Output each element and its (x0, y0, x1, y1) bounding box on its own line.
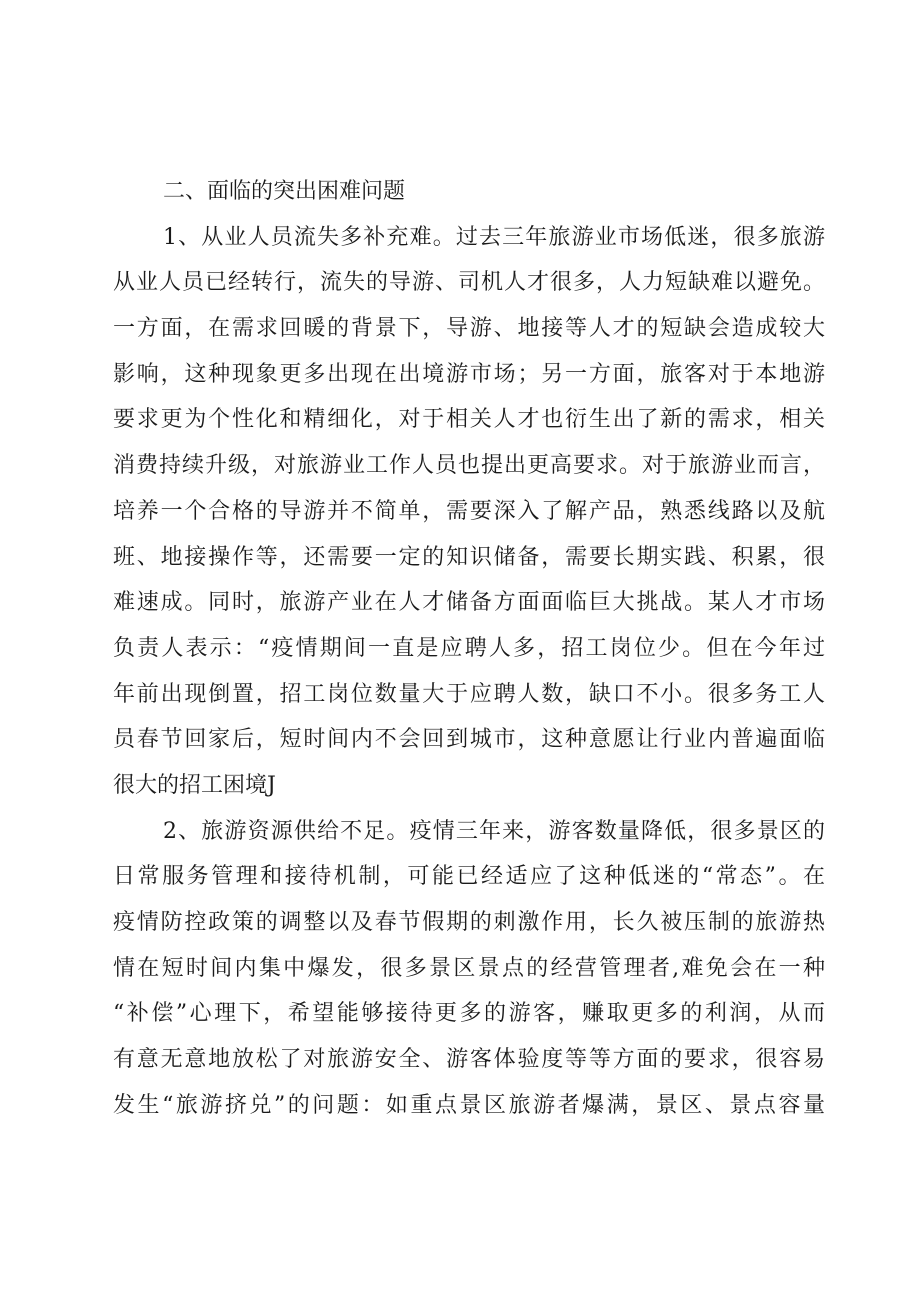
paragraph-line: 要求更为个性化和精细化，对于相关人才也衍生出了新的需求，相关 (113, 407, 825, 433)
paragraph-line: 从业人员已经转行，流失的导游、司机人才很多，人力短缺难以避免。 (113, 270, 825, 296)
paragraph-line: “补偿”心理下，希望能够接待更多的游客，赚取更多的利润，从而 (113, 1001, 825, 1027)
paragraph-line: 1、从业人员流失多补充难。过去三年旅游业市场低迷，很多旅游 (163, 224, 825, 250)
paragraph-line: 一方面，在需求回暖的背景下，导游、地接等人才的短缺会造成较大 (113, 316, 825, 342)
section-heading: 二、面临的突出困难问题 (163, 179, 406, 204)
paragraph-line: 影响，这种现象更多出现在出境游市场；另一方面，旅客对于本地游 (113, 361, 825, 387)
paragraph-line: 情在短时间内集中爆发，很多景区景点的经营管理者,难免会在一种 (113, 955, 825, 981)
paragraph-resource-shortage (113, 809, 825, 1129)
paragraph-line: 疫情防控政策的调整以及春节假期的刺激作用，长久被压制的旅游热 (113, 910, 825, 935)
paragraph-line: 消费持续升级，对旅游业工作人员也提出更高要求。对于旅游业而言， (113, 453, 825, 479)
paragraph-line: 负责人表示：“疫情期间一直是应聘人多，招工岗位少。但在今年过 (113, 635, 825, 661)
paragraph-line: 有意无意地放松了对旅游安全、游客体验度等等方面的要求，很容易 (113, 1047, 825, 1073)
paragraph-line: 发生“旅游挤兑”的问题：如重点景区旅游者爆满，景区、景点容量 (113, 1092, 825, 1118)
paragraph-line: 很大的招工困境J (113, 772, 276, 798)
paragraph-line: 班、地接操作等，还需要一定的知识储备，需要长期实践、积累，很 (113, 544, 825, 570)
paragraph-line: 年前出现倒置，招工岗位数量大于应聘人数，缺口不小。很多务工人 (113, 681, 825, 707)
document-body (113, 169, 825, 1128)
paragraph-line: 培养一个合格的导游并不简单，需要深入了解产品，熟悉线路以及航 (113, 498, 825, 524)
paragraph-line: 难速成。同时，旅游产业在人才储备方面面临巨大挑战。某人才市场 (113, 590, 825, 616)
paragraph-staff-shortage (113, 215, 825, 809)
paragraph-line: 员春节回家后，短时间内不会回到城市，这种意愿让行业内普遍面临 (113, 727, 825, 753)
paragraph-line: 日常服务管理和接待机制，可能已经适应了这种低迷的“常态”。在 (113, 864, 825, 890)
paragraph-line: 2、旅游资源供给不足。疫情三年来，游客数量降低，很多景区的 (163, 818, 825, 844)
